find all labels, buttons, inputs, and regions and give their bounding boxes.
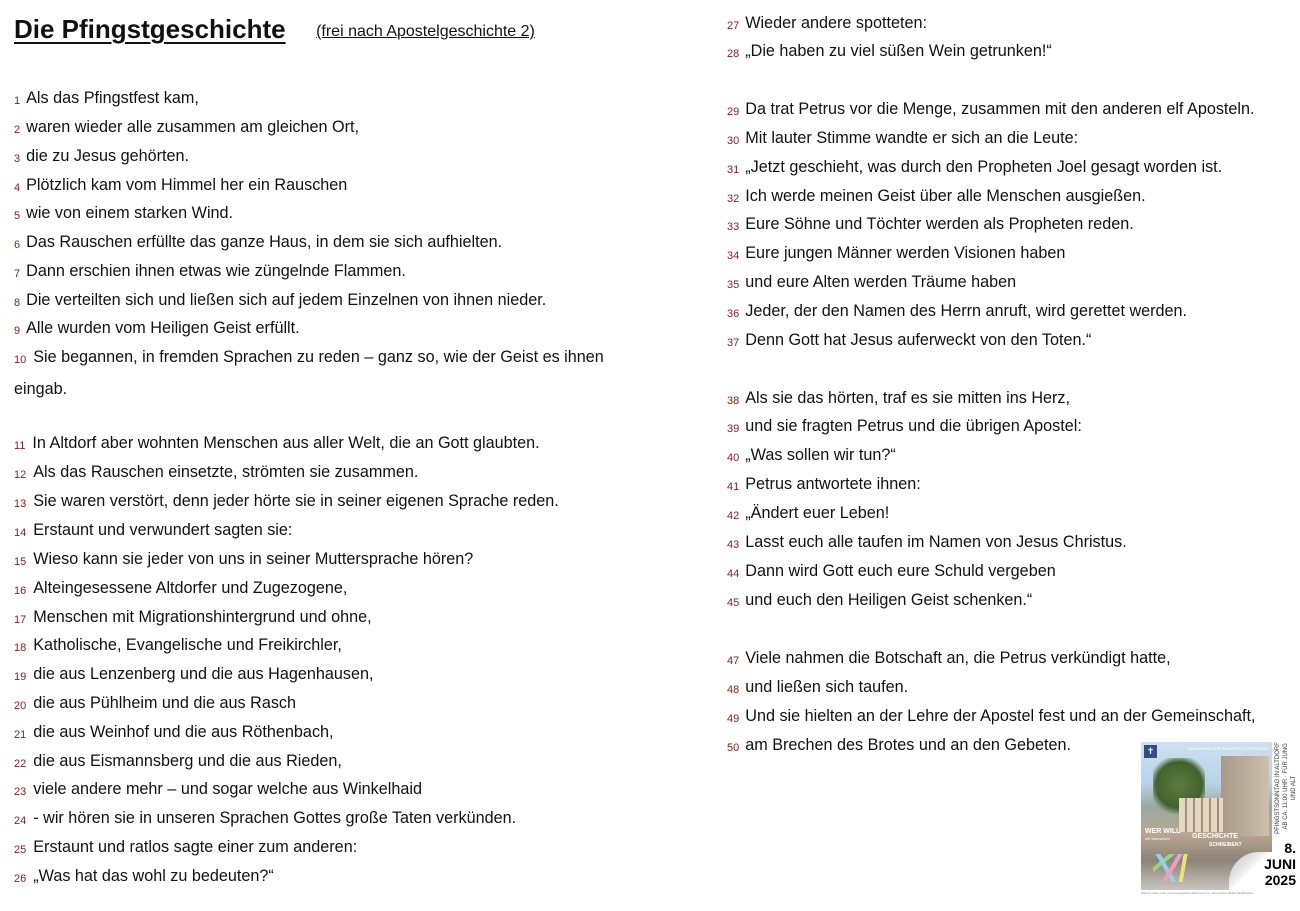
verse-line [14, 635, 342, 658]
verse-text: Eure jungen Männer werden Visionen haben [745, 244, 1066, 262]
chalk-icon [1153, 854, 1199, 882]
verse-line [14, 318, 300, 341]
verse-number: 29 [727, 106, 740, 118]
verse-number: 48 [727, 684, 740, 696]
verse-line [14, 549, 473, 572]
verse-number: 17 [14, 614, 27, 626]
verse-text: Da trat Petrus vor die Menge, zusammen mit den anderen elf Aposteln. [745, 100, 1255, 118]
verse-line [14, 779, 422, 802]
date-day: 8. [1284, 840, 1296, 856]
verse-number: 22 [14, 758, 27, 770]
verse-text: Als das Rauschen einsetzte, strömten sie zusammen. [33, 463, 419, 481]
verse-number: 37 [727, 337, 740, 349]
verse-line [727, 243, 1065, 266]
verse-line [727, 532, 1127, 555]
verse-text: „Ändert euer Leben! [745, 504, 890, 522]
verse-text: Das Rauschen erfüllte das ganze Haus, in dem sie sich aufhielten. [26, 233, 503, 251]
verse-text: „Die haben zu viel süßen Wein getrunken!“ [745, 42, 1052, 60]
verse-number: 44 [727, 568, 740, 580]
verse-line [14, 117, 359, 140]
verse-line [727, 416, 1082, 439]
verse-line [14, 578, 347, 601]
verse-text: Lasst euch alle taufen im Namen von Jesus Christus. [745, 533, 1127, 551]
verse-number: 33 [727, 221, 740, 233]
verse-text: Menschen mit Migrationshintergrund und ohne, [33, 608, 372, 626]
verse-line [727, 330, 1091, 353]
verse-text: Wieso kann sie jeder von uns in seiner Muttersprache hören? [33, 550, 474, 568]
verse-text: Ich werde meinen Geist über alle Menschen ausgießen. [745, 187, 1146, 205]
poster-slogan-4: SCHREIBEN? [1209, 842, 1242, 848]
verse-number: 23 [14, 786, 27, 798]
verse-text: die zu Jesus gehörten. [26, 147, 190, 165]
verse-line [727, 13, 927, 36]
date-month: JUNI [1264, 856, 1296, 872]
page-subtitle: (frei nach Apostelgeschichte 2) [316, 23, 535, 40]
poster-house [1179, 798, 1223, 832]
verse-text: Viele nahmen die Botschaft an, die Petrus verkündigt hatte, [745, 649, 1171, 667]
verse-number: 41 [727, 481, 740, 493]
event-poster [1141, 742, 1272, 897]
verse-number: 32 [727, 193, 740, 205]
verse-line [727, 648, 1171, 671]
verse-text: Alle wurden vom Heiligen Geist erfüllt. [26, 319, 300, 337]
verse-number: 13 [14, 498, 27, 510]
verse-line [727, 41, 1052, 64]
verse-line [14, 664, 373, 687]
verse-number: 38 [727, 395, 740, 407]
verse-line [727, 677, 908, 700]
verse-number: 26 [14, 873, 27, 885]
verse-line [727, 503, 889, 526]
verse-number: 28 [727, 48, 740, 60]
verse-number: 11 [14, 440, 26, 452]
verse-line [14, 837, 357, 860]
verse-number: 3 [14, 153, 21, 165]
verse-number: 8 [14, 297, 21, 309]
verse-line [727, 214, 1134, 237]
verse-line [727, 301, 1187, 324]
verse-text: und euch den Heiligen Geist schenken.“ [745, 591, 1033, 609]
verse-text: Mit lauter Stimme wandte er sich an die Leute: [745, 129, 1079, 147]
verse-number: 21 [14, 729, 27, 741]
verse-text: In Altdorf aber wohnten Menschen aus aller Welt, die an Gott glaubten. [32, 434, 540, 452]
verse-text: Sie waren verstört, denn jeder hörte sie in seiner eigenen Sprache reden. [33, 492, 559, 510]
verse-line [727, 445, 896, 468]
verse-text: Katholische, Evangelische und Freikirchler, [33, 636, 342, 654]
verse-line [14, 232, 502, 255]
verse-text: wie von einem starken Wind. [26, 204, 234, 222]
verse-line [727, 99, 1255, 122]
verse-number: 49 [727, 713, 740, 725]
title-row [14, 14, 535, 45]
poster-slogan-3: GESCHICHTE [1192, 833, 1238, 840]
verse-text: Erstaunt und ratlos sagte einer zum anderen: [33, 838, 358, 856]
verse-text: - wir hören sie in unseren Sprachen Gottes große Taten verkünden. [33, 809, 517, 827]
verse-number: 14 [14, 527, 27, 539]
verse-number: 19 [14, 671, 27, 683]
verse-number: 5 [14, 210, 21, 222]
verse-number: 1 [14, 95, 21, 107]
date-year: 2025 [1264, 872, 1296, 888]
verse-line [727, 157, 1222, 180]
verse-text: Dann erschien ihnen etwas wie züngelnde Flammen. [26, 262, 406, 280]
verse-line [727, 590, 1032, 613]
verse-line [14, 607, 372, 630]
verse-line [727, 735, 1071, 758]
verse-line [14, 693, 296, 716]
verse-text: die aus Pühlheim und die aus Rasch [33, 694, 297, 712]
verse-line [14, 808, 516, 831]
verse-number: 50 [727, 742, 740, 754]
verse-line [14, 203, 233, 226]
verse-text: und sie fragten Petrus und die übrigen Apostel: [745, 417, 1082, 435]
verse-line [14, 866, 274, 889]
poster-slogan-2: mit Menschen [1145, 836, 1170, 841]
verse-text: Plötzlich kam vom Himmel her ein Rauschen [26, 176, 348, 194]
verse-text: die aus Lenzenberg und die aus Hagenhausen, [33, 665, 374, 683]
verse-line [14, 175, 347, 198]
verse-line [14, 88, 199, 111]
verse-line [727, 272, 1016, 295]
verse-number: 35 [727, 279, 740, 291]
verse-text: und ließen sich taufen. [745, 678, 909, 696]
verse-text: die aus Eismannsberg und die aus Rieden, [33, 752, 342, 770]
verse-text: Jeder, der den Namen des Herrn anruft, wird gerettet werden. [745, 302, 1188, 320]
verse-text: Als das Pfingstfest kam, [26, 89, 199, 107]
verse-number: 12 [14, 469, 27, 481]
verse-number: 43 [727, 539, 740, 551]
verse-number: 18 [14, 642, 27, 654]
verse-number: 9 [14, 325, 21, 337]
verse-number: 39 [727, 423, 740, 435]
event-date [1264, 840, 1296, 888]
verse-number: 10 [14, 354, 27, 366]
verse-text: Sie begannen, in fremden Sprachen zu reden – ganz so, wie der Geist es ihnen eingab. [14, 348, 604, 398]
verse-text: Eure Söhne und Töchter werden als Propheten reden. [745, 215, 1134, 233]
verse-number: 47 [727, 655, 740, 667]
verse-number: 6 [14, 239, 21, 251]
verse-number: 20 [14, 700, 27, 712]
verse-text: Und sie hielten an der Lehre der Apostel fest und an der Gemeinschaft, [745, 707, 1256, 725]
verse-text: am Brechen des Brotes und an den Gebeten. [745, 736, 1072, 754]
verse-line [727, 186, 1146, 209]
verse-text: „Jetzt geschieht, was durch den Propheten Joel gesagt worden ist. [745, 158, 1223, 176]
verse-text: „Was hat das wohl zu bedeuten?“ [33, 867, 274, 885]
verse-text: Dann wird Gott euch eure Schuld vergeben [745, 562, 1056, 580]
verse-line [727, 474, 921, 497]
verse-line [14, 261, 406, 284]
verse-text: Denn Gott hat Jesus auferweckt von den Toten.“ [745, 331, 1092, 349]
verse-number: 30 [727, 135, 740, 147]
verse-text: und eure Alten werden Träume haben [745, 273, 1017, 291]
verse-line [727, 128, 1078, 151]
poster-slogan-1: WER WILL [1145, 828, 1181, 835]
verse-line [14, 146, 189, 169]
poster-header: ÖKUMENISCHER PFINGSTGOTTESDIENST [1187, 746, 1271, 751]
verse-text: Erstaunt und verwundert sagten sie: [33, 521, 293, 539]
verse-number: 2 [14, 124, 21, 136]
verse-line [14, 520, 292, 543]
verse-line [14, 433, 540, 456]
verse-line [14, 491, 559, 514]
verse-number: 24 [14, 815, 27, 827]
verse-number: 36 [727, 308, 740, 320]
verse-line [727, 388, 1070, 411]
verse-text: Petrus antwortete ihnen: [745, 475, 921, 493]
page-title: Die Pfingstgeschichte [14, 14, 286, 44]
verse-number: 4 [14, 182, 21, 194]
verse-text: Wieder andere spotteten: [745, 14, 928, 32]
cross-icon: ✝ [1144, 745, 1157, 758]
verse-number: 42 [727, 510, 740, 522]
verse-text: Die verteilten sich und ließen sich auf jedem Einzelnen von ihnen nieder. [26, 291, 547, 309]
verse-line [727, 561, 1056, 584]
verse-number: 7 [14, 268, 21, 280]
verse-line [14, 462, 418, 485]
verse-number: 34 [727, 250, 740, 262]
verse-text: „Was sollen wir tun?“ [745, 446, 896, 464]
verse-line [14, 722, 334, 745]
verse-number: 27 [727, 20, 740, 32]
verse-number: 16 [14, 585, 27, 597]
verse-text: Alteingesessene Altdorfer und Zugezogene, [33, 579, 348, 597]
poster-footer: Weitere Infos unter www.evangelisch-altdorf.de bzw. www.pfarrei-altdorf.de/aktuelles [1141, 891, 1254, 895]
verse-number: 25 [14, 844, 27, 856]
poster-side-caption [1274, 742, 1300, 834]
verse-line [727, 706, 1255, 729]
verse-number: 15 [14, 556, 27, 568]
verse-number: 45 [727, 597, 740, 609]
verse-text: viele andere mehr – und sogar welche aus Winkelhaid [33, 780, 422, 798]
verse-line [14, 343, 644, 404]
verse-text: die aus Weinhof und die aus Röthenbach, [33, 723, 334, 741]
verse-number: 31 [727, 164, 740, 176]
verse-line [14, 290, 546, 313]
verse-text: Als sie das hörten, traf es sie mitten ins Herz, [745, 389, 1071, 407]
poster-side-caption-text: PFINGSTSONNTAG IN ALTDORF · AB CA. 11:00 UHR · FÜR JUNG UND ALT [1275, 742, 1297, 834]
verse-text: waren wieder alle zusammen am gleichen Ort, [26, 118, 360, 136]
poster-church [1221, 756, 1269, 836]
verse-line [14, 751, 342, 774]
verse-number: 40 [727, 452, 740, 464]
